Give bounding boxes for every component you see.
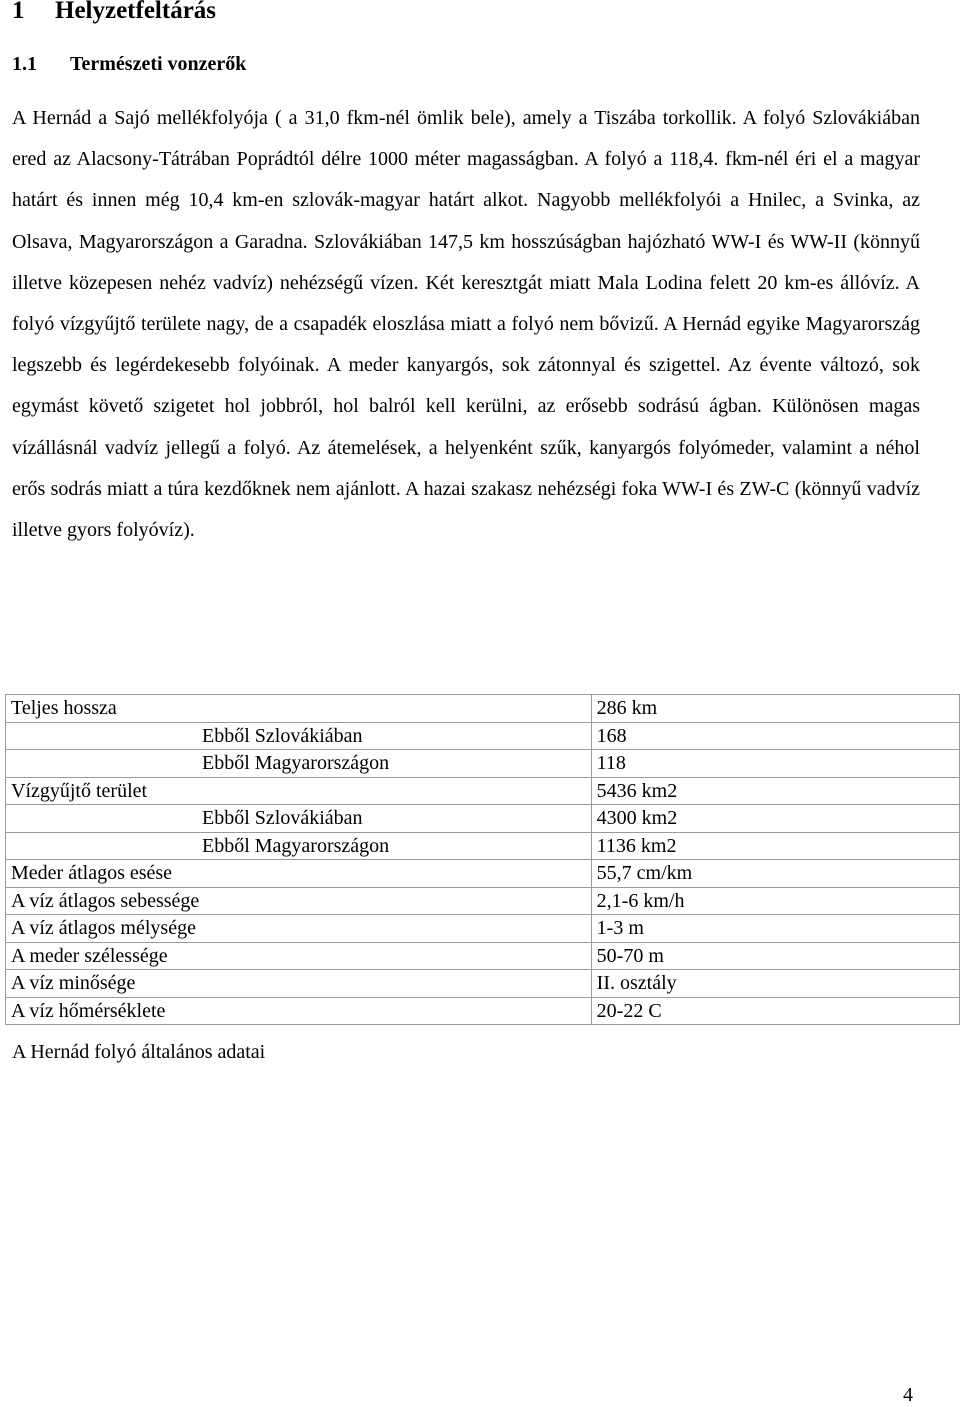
section-heading bbox=[12, 0, 216, 28]
table-row bbox=[6, 915, 960, 943]
row-label: Ebből Szlovákiában bbox=[6, 805, 592, 833]
row-label: A víz átlagos sebessége bbox=[6, 887, 592, 915]
row-value: 286 km bbox=[591, 695, 959, 723]
body-paragraph: A Hernád a Sajó mellékfolyója ( a 31,0 fkm-nél ömlik bele), amely a Tiszába torkollik. A folyó Szlovákiában ered az Alacsony-Tátrában Poprádtól délre 1000 méter magasságban. A folyó a 118,4. fkm-nél éri el a magyar határt és innen még 10,4 km-en szlovák-magyar határt alkot. Nagyobb mellékfolyói a Hnilec, a Svinka, az Olsava, Magyarországon a Garadna. Szlovákiában 147,5 km hosszúságban hajózható WW-I és WW-II (könnyű illetve közepesen nehéz vadvíz) nehézségű vízen. Két keresztgát miatt Mala Lodina felett 20 km-es állóvíz. A folyó vízgyűjtő területe nagy, de a csapadék eloszlása miatt a folyó nem bővizű. A Hernád egyike Magyarország legszebb és legérdekesebb folyóinak. A meder kanyargós, sok zátonnyal és szigettel. Az évente változó, sok egymást követő szigetet hol jobbról, hol balról kell kerülni, az erősebb sodrású ágban. Különösen magas vízállásnál vadvíz jellegű a folyó. Az átemelések, a helyenként szűk, kanyargós folyómeder, valamint a néhol erős sodrás miatt a túra kezdőknek nem ajánlott. A hazai szakasz nehézségi foka WW-I és ZW-C (könnyű vadvíz illetve gyors folyóvíz). bbox=[12, 107, 920, 542]
page-number: 4 bbox=[903, 1384, 913, 1406]
row-label: Vízgyűjtő terület bbox=[6, 777, 592, 805]
row-value: 2,1-6 km/h bbox=[591, 887, 959, 915]
river-data-table bbox=[5, 694, 960, 1025]
table-row bbox=[6, 805, 960, 833]
row-value: 5436 km2 bbox=[591, 777, 959, 805]
section-number: 1 bbox=[12, 0, 25, 24]
row-value: 1-3 m bbox=[591, 915, 959, 943]
row-label: Ebből Magyarországon bbox=[6, 750, 592, 778]
row-value: 55,7 cm/km bbox=[591, 860, 959, 888]
section-title: Helyzetfeltárás bbox=[55, 0, 217, 24]
row-value: II. osztály bbox=[591, 970, 959, 998]
subsection-number: 1.1 bbox=[12, 53, 37, 75]
table-row bbox=[6, 777, 960, 805]
table-row bbox=[6, 887, 960, 915]
row-label: A meder szélessége bbox=[6, 942, 592, 970]
row-label: A víz hőmérséklete bbox=[6, 997, 592, 1025]
row-label: A víz minősége bbox=[6, 970, 592, 998]
row-label: Teljes hossza bbox=[6, 695, 592, 723]
subsection-heading bbox=[12, 50, 246, 78]
table-row bbox=[6, 750, 960, 778]
table-row bbox=[6, 722, 960, 750]
table-row bbox=[6, 832, 960, 860]
table-row bbox=[6, 695, 960, 723]
row-value: 1136 km2 bbox=[591, 832, 959, 860]
row-label: Meder átlagos esése bbox=[6, 860, 592, 888]
row-value: 20-22 C bbox=[591, 997, 959, 1025]
row-value: 118 bbox=[591, 750, 959, 778]
table-row bbox=[6, 997, 960, 1025]
row-label: A víz átlagos mélysége bbox=[6, 915, 592, 943]
row-value: 168 bbox=[591, 722, 959, 750]
row-value: 50-70 m bbox=[591, 942, 959, 970]
table-row bbox=[6, 860, 960, 888]
subsection-title: Természeti vonzerők bbox=[70, 53, 247, 75]
row-label: Ebből Szlovákiában bbox=[6, 722, 592, 750]
table-caption: A Hernád folyó általános adatai bbox=[12, 1041, 266, 1063]
table-row bbox=[6, 942, 960, 970]
row-value: 4300 km2 bbox=[591, 805, 959, 833]
table-row bbox=[6, 970, 960, 998]
row-label: Ebből Magyarországon bbox=[6, 832, 592, 860]
